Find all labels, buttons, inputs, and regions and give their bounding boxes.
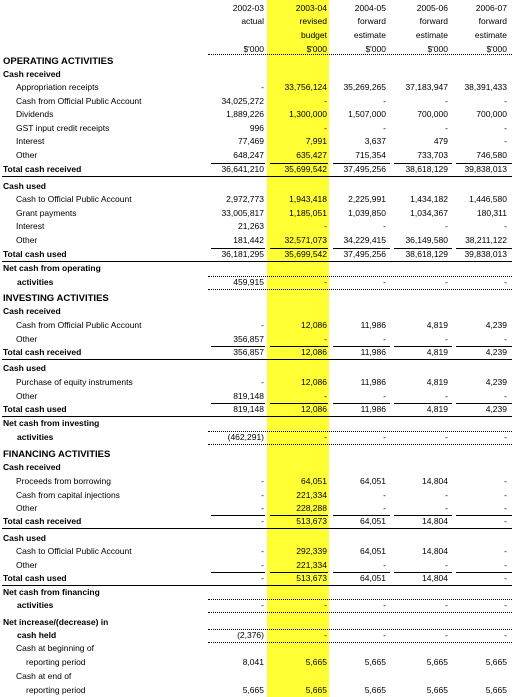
row-label: Other <box>16 150 38 160</box>
value-cell: 12,086 <box>301 404 327 414</box>
subtotal-rule <box>456 515 512 516</box>
row-label: Other <box>16 560 38 570</box>
value-cell: - <box>445 630 448 640</box>
row-label: Dividends <box>16 109 54 119</box>
value-cell: - <box>504 96 507 106</box>
value-cell: 35,699,542 <box>284 164 327 174</box>
subtotal-rule <box>456 248 512 249</box>
value-cell: 33,756,124 <box>284 82 327 92</box>
value-cell: - <box>324 432 327 442</box>
value-cell: 5,665 <box>305 685 327 695</box>
value-cell: 1,034,367 <box>410 208 448 218</box>
value-cell: 12,086 <box>301 320 327 330</box>
row-label: OPERATING ACTIVITIES <box>3 56 114 67</box>
value-cell: - <box>504 334 507 344</box>
value-cell: 5,665 <box>485 657 507 667</box>
value-cell: 2,225,991 <box>348 194 386 204</box>
value-cell: 181,442 <box>233 235 264 245</box>
value-cell: - <box>261 546 264 556</box>
row-label: Cash to Official Public Account <box>16 194 132 204</box>
value-cell: - <box>445 503 448 513</box>
row-label: activities <box>17 600 54 610</box>
value-cell: 39,838,013 <box>464 249 507 259</box>
row-label: Interest <box>16 221 45 231</box>
row-label: activities <box>17 277 54 287</box>
col-unit: $'000 <box>243 44 264 54</box>
value-cell: 1,434,182 <box>410 194 448 204</box>
value-cell: 819,148 <box>233 391 264 401</box>
subtotal-rule <box>456 572 512 573</box>
total-rule <box>2 585 512 586</box>
subtotal-rule <box>394 163 452 164</box>
row-label: Proceeds from borrowing <box>16 476 111 486</box>
row-label: Total cash used <box>3 249 67 259</box>
col-year: 2004-05 <box>354 3 386 13</box>
subtotal-rule <box>333 346 390 347</box>
value-cell: 14,804 <box>422 476 448 486</box>
value-cell: 34,025,272 <box>221 96 264 106</box>
subtotal-rule <box>270 515 328 516</box>
value-cell: - <box>261 82 264 92</box>
row-label: Other <box>16 235 38 245</box>
total-rule <box>2 261 512 262</box>
value-cell: - <box>504 136 507 146</box>
value-cell: - <box>445 560 448 570</box>
subtotal-rule <box>394 515 452 516</box>
row-label: FINANCING ACTIVITIES <box>3 449 111 460</box>
value-cell: - <box>504 546 507 556</box>
subtotal-rule <box>211 515 265 516</box>
col-type: forward <box>478 16 507 26</box>
value-cell: 1,185,051 <box>289 208 327 218</box>
value-cell: 12,086 <box>301 347 327 357</box>
value-cell: - <box>504 600 507 610</box>
value-cell: 4,819 <box>426 404 448 414</box>
value-cell: 4,239 <box>485 377 507 387</box>
value-cell: - <box>445 96 448 106</box>
value-cell: 4,819 <box>426 377 448 387</box>
col-type: forward <box>357 16 386 26</box>
value-cell: 228,288 <box>296 503 327 513</box>
value-cell: - <box>504 630 507 640</box>
value-cell: - <box>261 490 264 500</box>
value-cell: 5,665 <box>364 657 386 667</box>
row-label: Total cash received <box>3 516 82 526</box>
value-cell: 14,804 <box>422 516 448 526</box>
value-cell: 35,699,542 <box>284 249 327 259</box>
value-cell: - <box>383 221 386 231</box>
subtotal-rule <box>211 572 265 573</box>
value-cell: 64,051 <box>301 476 327 486</box>
value-cell: 996 <box>249 123 264 133</box>
value-cell: - <box>324 277 327 287</box>
row-label: Net increase/(decrease) in <box>3 617 109 627</box>
dotted-rule <box>208 612 512 613</box>
value-cell: - <box>383 490 386 500</box>
col-year: 2006-07 <box>475 3 507 13</box>
value-cell: - <box>445 391 448 401</box>
value-cell: 37,495,256 <box>343 249 386 259</box>
value-cell: 7,991 <box>305 136 327 146</box>
value-cell: - <box>383 123 386 133</box>
value-cell: - <box>504 560 507 570</box>
value-cell: - <box>445 277 448 287</box>
value-cell: 64,051 <box>360 516 386 526</box>
value-cell: - <box>445 432 448 442</box>
dotted-rule <box>208 276 512 277</box>
value-cell: 3,637 <box>364 136 386 146</box>
value-cell: 715,354 <box>355 150 386 160</box>
value-cell: 36,641,210 <box>221 164 264 174</box>
value-cell: - <box>504 516 507 526</box>
row-label: Total cash used <box>3 404 67 414</box>
value-cell: 700,000 <box>476 109 507 119</box>
row-label: Cash at beginning of <box>16 643 94 653</box>
row-label: Other <box>16 334 38 344</box>
col-sub: budget <box>301 30 327 40</box>
value-cell: - <box>261 320 264 330</box>
subtotal-rule <box>333 248 390 249</box>
total-rule <box>2 359 512 360</box>
subtotal-rule <box>456 403 512 404</box>
total-rule <box>2 416 512 417</box>
value-cell: - <box>445 600 448 610</box>
value-cell: 1,300,000 <box>289 109 327 119</box>
row-label: Total cash used <box>3 573 67 583</box>
value-cell: - <box>383 277 386 287</box>
value-cell: 356,857 <box>233 334 264 344</box>
value-cell: - <box>324 600 327 610</box>
value-cell: 1,889,226 <box>226 109 264 119</box>
value-cell: - <box>261 476 264 486</box>
row-label: Cash from Official Public Account <box>16 320 142 330</box>
value-cell: 733,703 <box>417 150 448 160</box>
dotted-rule <box>208 599 512 600</box>
row-label: Cash received <box>3 462 61 472</box>
value-cell: - <box>504 123 507 133</box>
col-year: 2002-03 <box>232 3 264 13</box>
value-cell: 35,269,265 <box>343 82 386 92</box>
value-cell: - <box>261 516 264 526</box>
dotted-rule <box>208 444 512 445</box>
value-cell: - <box>445 490 448 500</box>
row-label: Net cash from investing <box>3 418 100 428</box>
value-cell: 1,446,580 <box>469 194 507 204</box>
value-cell: 5,665 <box>426 657 448 667</box>
value-cell: 1,507,000 <box>348 109 386 119</box>
value-cell: - <box>324 221 327 231</box>
row-label: reporting period <box>26 685 86 695</box>
value-cell: 14,804 <box>422 573 448 583</box>
value-cell: 1,943,418 <box>289 194 327 204</box>
subtotal-rule <box>270 248 328 249</box>
value-cell: 4,239 <box>485 320 507 330</box>
value-cell: 21,263 <box>238 221 264 231</box>
value-cell: 4,819 <box>426 347 448 357</box>
value-cell: 459,915 <box>233 277 264 287</box>
value-cell: 38,618,129 <box>405 249 448 259</box>
col-type: revised <box>299 16 327 26</box>
value-cell: 2,972,773 <box>226 194 264 204</box>
dotted-rule <box>208 642 512 643</box>
value-cell: - <box>383 600 386 610</box>
value-cell: - <box>504 391 507 401</box>
dotted-rule <box>208 629 512 630</box>
value-cell: 64,051 <box>360 546 386 556</box>
row-label: reporting period <box>26 657 86 667</box>
value-cell: - <box>445 221 448 231</box>
row-label: Other <box>16 391 38 401</box>
value-cell: 32,571,073 <box>284 235 327 245</box>
row-label: Grant payments <box>16 208 77 218</box>
value-cell: - <box>504 573 507 583</box>
value-cell: - <box>383 334 386 344</box>
col-year: 2005-06 <box>416 3 448 13</box>
value-cell: 292,339 <box>296 546 327 556</box>
value-cell: 37,495,256 <box>343 164 386 174</box>
value-cell: - <box>383 630 386 640</box>
row-label: Cash used <box>3 181 46 191</box>
value-cell: (462,291) <box>227 432 264 442</box>
value-cell: 635,427 <box>296 150 327 160</box>
value-cell: 700,000 <box>417 109 448 119</box>
row-label: Cash at end of <box>16 671 72 681</box>
value-cell: 37,183,947 <box>405 82 448 92</box>
value-cell: 513,673 <box>296 516 327 526</box>
value-cell: - <box>383 560 386 570</box>
value-cell: - <box>383 432 386 442</box>
row-label: Cash received <box>3 306 61 316</box>
value-cell: - <box>324 391 327 401</box>
col-sub: estimate <box>474 30 507 40</box>
value-cell: 356,857 <box>233 347 264 357</box>
value-cell: 746,580 <box>476 150 507 160</box>
value-cell: 221,334 <box>296 560 327 570</box>
value-cell: - <box>261 600 264 610</box>
value-cell: - <box>261 560 264 570</box>
total-rule <box>2 176 512 177</box>
value-cell: - <box>261 573 264 583</box>
row-label: Cash from Official Public Account <box>16 96 142 106</box>
row-label: Cash received <box>3 69 61 79</box>
subtotal-rule <box>270 163 328 164</box>
subtotal-rule <box>211 346 265 347</box>
dotted-rule <box>208 289 512 290</box>
col-unit: $'000 <box>486 44 507 54</box>
value-cell: 34,229,415 <box>343 235 386 245</box>
value-cell: 513,673 <box>296 573 327 583</box>
value-cell: 11,986 <box>360 347 386 357</box>
value-cell: - <box>504 490 507 500</box>
value-cell: 4,239 <box>485 347 507 357</box>
value-cell: 180,311 <box>476 208 507 218</box>
subtotal-rule <box>394 346 452 347</box>
col-type: forward <box>419 16 448 26</box>
value-cell: 4,239 <box>485 404 507 414</box>
value-cell: - <box>324 96 327 106</box>
dotted-rule <box>208 431 512 432</box>
value-cell: - <box>383 96 386 106</box>
value-cell: - <box>261 503 264 513</box>
value-cell: 12,086 <box>301 377 327 387</box>
value-cell: - <box>504 277 507 287</box>
value-cell: 5,665 <box>242 685 264 695</box>
value-cell: - <box>504 503 507 513</box>
value-cell: 479 <box>433 136 448 146</box>
value-cell: 36,181,295 <box>221 249 264 259</box>
value-cell: - <box>324 123 327 133</box>
row-label: Appropriation receipts <box>16 82 99 92</box>
value-cell: 33,005,817 <box>221 208 264 218</box>
col-sub: estimate <box>353 30 386 40</box>
value-cell: 221,334 <box>296 490 327 500</box>
value-cell: 11,986 <box>360 377 386 387</box>
subtotal-rule <box>333 403 390 404</box>
row-label: Total cash received <box>3 164 82 174</box>
row-label: INVESTING ACTIVITIES <box>3 293 109 304</box>
row-label: Purchase of equity instruments <box>16 377 133 387</box>
total-rule <box>2 528 512 529</box>
value-cell: - <box>383 503 386 513</box>
value-cell: - <box>445 123 448 133</box>
col-unit: $'000 <box>365 44 386 54</box>
col-year: 2003-04 <box>295 3 327 13</box>
subtotal-rule <box>456 163 512 164</box>
header-rule <box>208 54 512 55</box>
value-cell: 1,039,850 <box>348 208 386 218</box>
subtotal-rule <box>456 346 512 347</box>
subtotal-rule <box>270 572 328 573</box>
subtotal-rule <box>333 572 390 573</box>
value-cell: - <box>504 221 507 231</box>
value-cell: - <box>383 391 386 401</box>
row-label: Net cash from operating <box>3 263 101 273</box>
row-label: GST input credit receipts <box>16 123 110 133</box>
value-cell: - <box>261 377 264 387</box>
value-cell: 5,665 <box>485 685 507 695</box>
value-cell: 11,986 <box>360 320 386 330</box>
value-cell: (2,376) <box>237 630 264 640</box>
value-cell: 5,665 <box>305 657 327 667</box>
value-cell: 4,819 <box>426 320 448 330</box>
value-cell: 38,391,433 <box>464 82 507 92</box>
row-label: Total cash received <box>3 347 82 357</box>
subtotal-rule <box>270 403 328 404</box>
row-label: Other <box>16 503 38 513</box>
row-label: Cash used <box>3 533 46 543</box>
col-type: actual <box>241 16 264 26</box>
subtotal-rule <box>333 515 390 516</box>
value-cell: - <box>324 630 327 640</box>
value-cell: 64,051 <box>360 476 386 486</box>
value-cell: 38,618,129 <box>405 164 448 174</box>
col-sub: estimate <box>415 30 448 40</box>
subtotal-rule <box>211 403 265 404</box>
value-cell: - <box>445 334 448 344</box>
value-cell: 77,469 <box>238 136 264 146</box>
value-cell: - <box>324 334 327 344</box>
value-cell: 39,838,013 <box>464 164 507 174</box>
col-unit: $'000 <box>306 44 327 54</box>
value-cell: 36,149,580 <box>405 235 448 245</box>
row-label: Cash used <box>3 363 46 373</box>
subtotal-rule <box>211 163 265 164</box>
row-label: Cash from capital injections <box>16 490 120 500</box>
value-cell: 819,148 <box>233 404 264 414</box>
value-cell: 64,051 <box>360 573 386 583</box>
value-cell: 648,247 <box>233 150 264 160</box>
value-cell: 5,665 <box>426 685 448 695</box>
subtotal-rule <box>211 248 265 249</box>
subtotal-rule <box>394 403 452 404</box>
value-cell: - <box>504 476 507 486</box>
row-label: Cash to Official Public Account <box>16 546 132 556</box>
value-cell: 8,041 <box>242 657 264 667</box>
value-cell: - <box>504 432 507 442</box>
subtotal-rule <box>394 248 452 249</box>
row-label: cash held <box>17 630 57 640</box>
value-cell: 11,986 <box>360 404 386 414</box>
value-cell: 14,804 <box>422 546 448 556</box>
subtotal-rule <box>270 346 328 347</box>
subtotal-rule <box>333 163 390 164</box>
value-cell: 38,211,122 <box>465 235 507 245</box>
value-cell: 5,665 <box>364 685 386 695</box>
row-label: activities <box>17 432 54 442</box>
row-label: Net cash from financing <box>3 587 100 597</box>
col-unit: $'000 <box>427 44 448 54</box>
subtotal-rule <box>394 572 452 573</box>
row-label: Interest <box>16 136 45 146</box>
